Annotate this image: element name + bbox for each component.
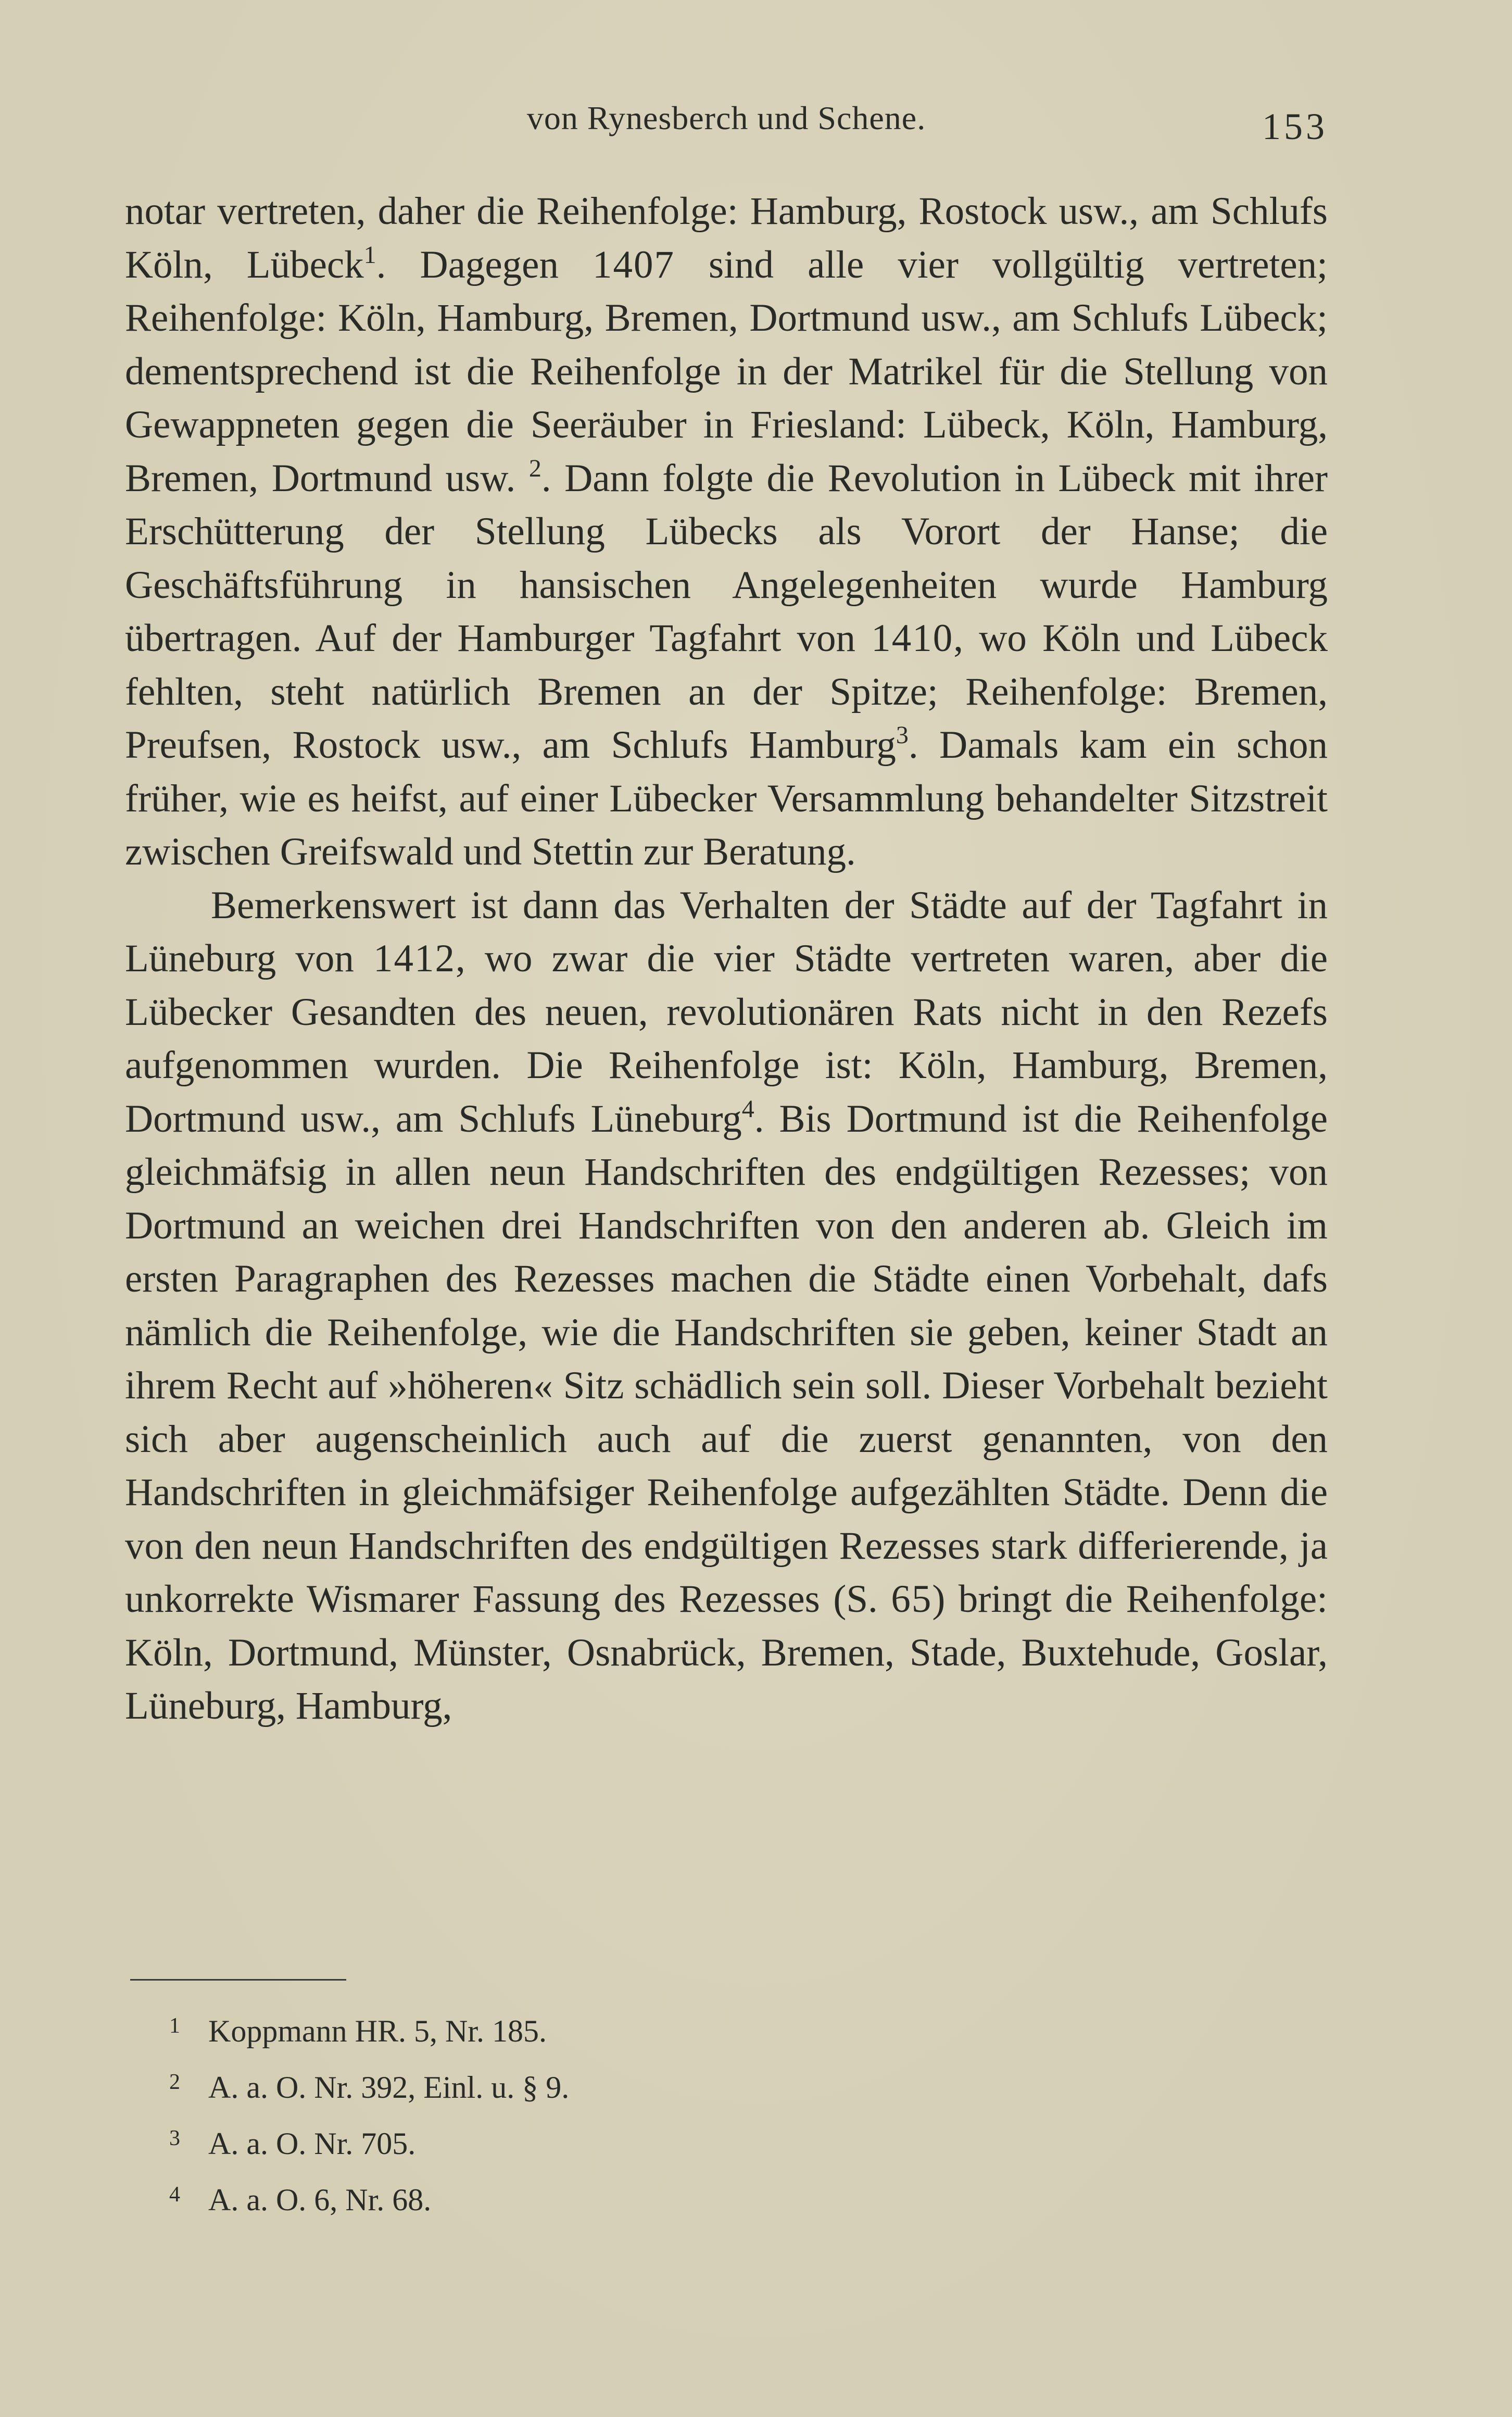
footnote-divider xyxy=(130,1979,346,1981)
numeral: 1410 xyxy=(871,617,954,660)
text-run: notar vertreten, daher die Reihenfolge: Hamburg, Rostock usw., am Schlufs Köln, Lübeck xyxy=(125,190,1328,286)
footnote-mark: 2 xyxy=(169,2070,180,2094)
footnote-3 xyxy=(169,2115,1250,2172)
numeral: 65 xyxy=(891,1577,933,1621)
footnote-text: Koppmann HR. 5, Nr. 185. xyxy=(208,2014,547,2048)
text-run: . Dann folgte die Revolution in Lübeck mit ihrer Erschütterung der Stellung Lübecks als Vorort der Hanse; die Geschäftsführung in hansischen Angelegenheiten wurde Hamburg übertragen. Auf der Hamburger Tagfahrt von xyxy=(125,456,1328,660)
footnote-ref: 2 xyxy=(528,454,541,482)
running-title: von Rynesberch und Schene. xyxy=(526,99,926,136)
text-run: , wo Köln und Lübeck fehlten, steht natürlich Bremen an der Spitze; Reihenfolge: Bremen, Preufsen, Rostock usw., am Schlufs Hamburg xyxy=(125,617,1328,767)
footnote-text: A. a. O. 6, Nr. 68. xyxy=(208,2183,432,2217)
footnote-1 xyxy=(169,2003,1250,2059)
footnotes xyxy=(169,2003,1250,2228)
page-number: 153 xyxy=(1262,106,1328,147)
footnote-text: A. a. O. Nr. 705. xyxy=(208,2126,416,2161)
footnote-ref: 1 xyxy=(363,241,376,269)
footnote-mark: 4 xyxy=(169,2183,180,2207)
text-run: sind alle vier vollgültig vertreten; Reihenfolge: Köln, Hamburg, Bremen, Dortmund usw., am Schlufs Lübeck; dementsprechend ist die Reihenfolge in der Matrikel für die Stellung von Gewappneten gegen die Seeräuber in Friesland: Lübeck, Köln, Hamburg, Bremen, Dortmund usw. xyxy=(125,243,1328,500)
footnote-4 xyxy=(169,2172,1250,2228)
footnote-ref: 3 xyxy=(896,721,909,749)
footnote-2 xyxy=(169,2059,1250,2115)
footnote-mark: 3 xyxy=(169,2126,180,2150)
numeral: 1407 xyxy=(593,243,675,286)
footnote-text: A. a. O. Nr. 392, Einl. u. § 9. xyxy=(208,2070,570,2105)
text-run: Bemerkenswert ist dann das Verhalten der Städte auf der Tagfahrt in Lüneburg von xyxy=(125,883,1328,980)
running-head xyxy=(125,89,1328,146)
paragraph-1 xyxy=(125,185,1328,879)
text-run: ) bringt die Reihenfolge: Köln, Dortmund, Münster, Osnabrück, Bremen, Stade, Buxtehude, Goslar, Lüneburg, Hamburg, xyxy=(125,1577,1328,1727)
footnote-mark: 1 xyxy=(169,2014,180,2038)
text-run: . Bis Dortmund ist die Reihenfolge gleichmäfsig in allen neun Handschriften des endgültigen Rezesses; von Dortmund an weichen drei Handschriften von den anderen ab. Gleich im ersten Paragraphen des Rezesses machen die Städte einen Vorbehalt, dafs nämlich die Reihenfolge, wie die Handschriften sie geben, keiner Stadt an ihrem Recht auf »höheren« Sitz schädlich sein soll. Dieser Vorbehalt bezieht sich aber augenscheinlich auch auf die zuerst genannten, von den Handschriften in gleichmäfsiger Reihenfolge aufgezählten Städte. Denn die von den neun Handschriften des endgültigen Rezesses stark differierende, ja unkorrekte Wismarer Fassung des Rezesses (S. xyxy=(125,1097,1328,1621)
text-run: . Dagegen xyxy=(376,243,593,286)
text-run: . Damals kam ein schon früher, wie es heifst, auf einer Lübecker Versammlung behandelter Sitzstreit zwischen Greifswald und Stettin zur Beratung. xyxy=(125,723,1328,873)
body-text xyxy=(125,185,1328,1733)
paragraph-2 xyxy=(125,879,1328,1733)
text-run: , wo zwar die vier Städte vertreten waren, aber die Lübecker Gesandten des neuen, revolutionären Rats nicht in den Rezefs aufgenommen wurden. Die Reihenfolge ist: Köln, Hamburg, Bremen, Dortmund usw., am Schlufs Lüneburg xyxy=(125,937,1328,1141)
footnote-ref: 4 xyxy=(741,1095,754,1123)
numeral: 1412 xyxy=(373,937,456,980)
